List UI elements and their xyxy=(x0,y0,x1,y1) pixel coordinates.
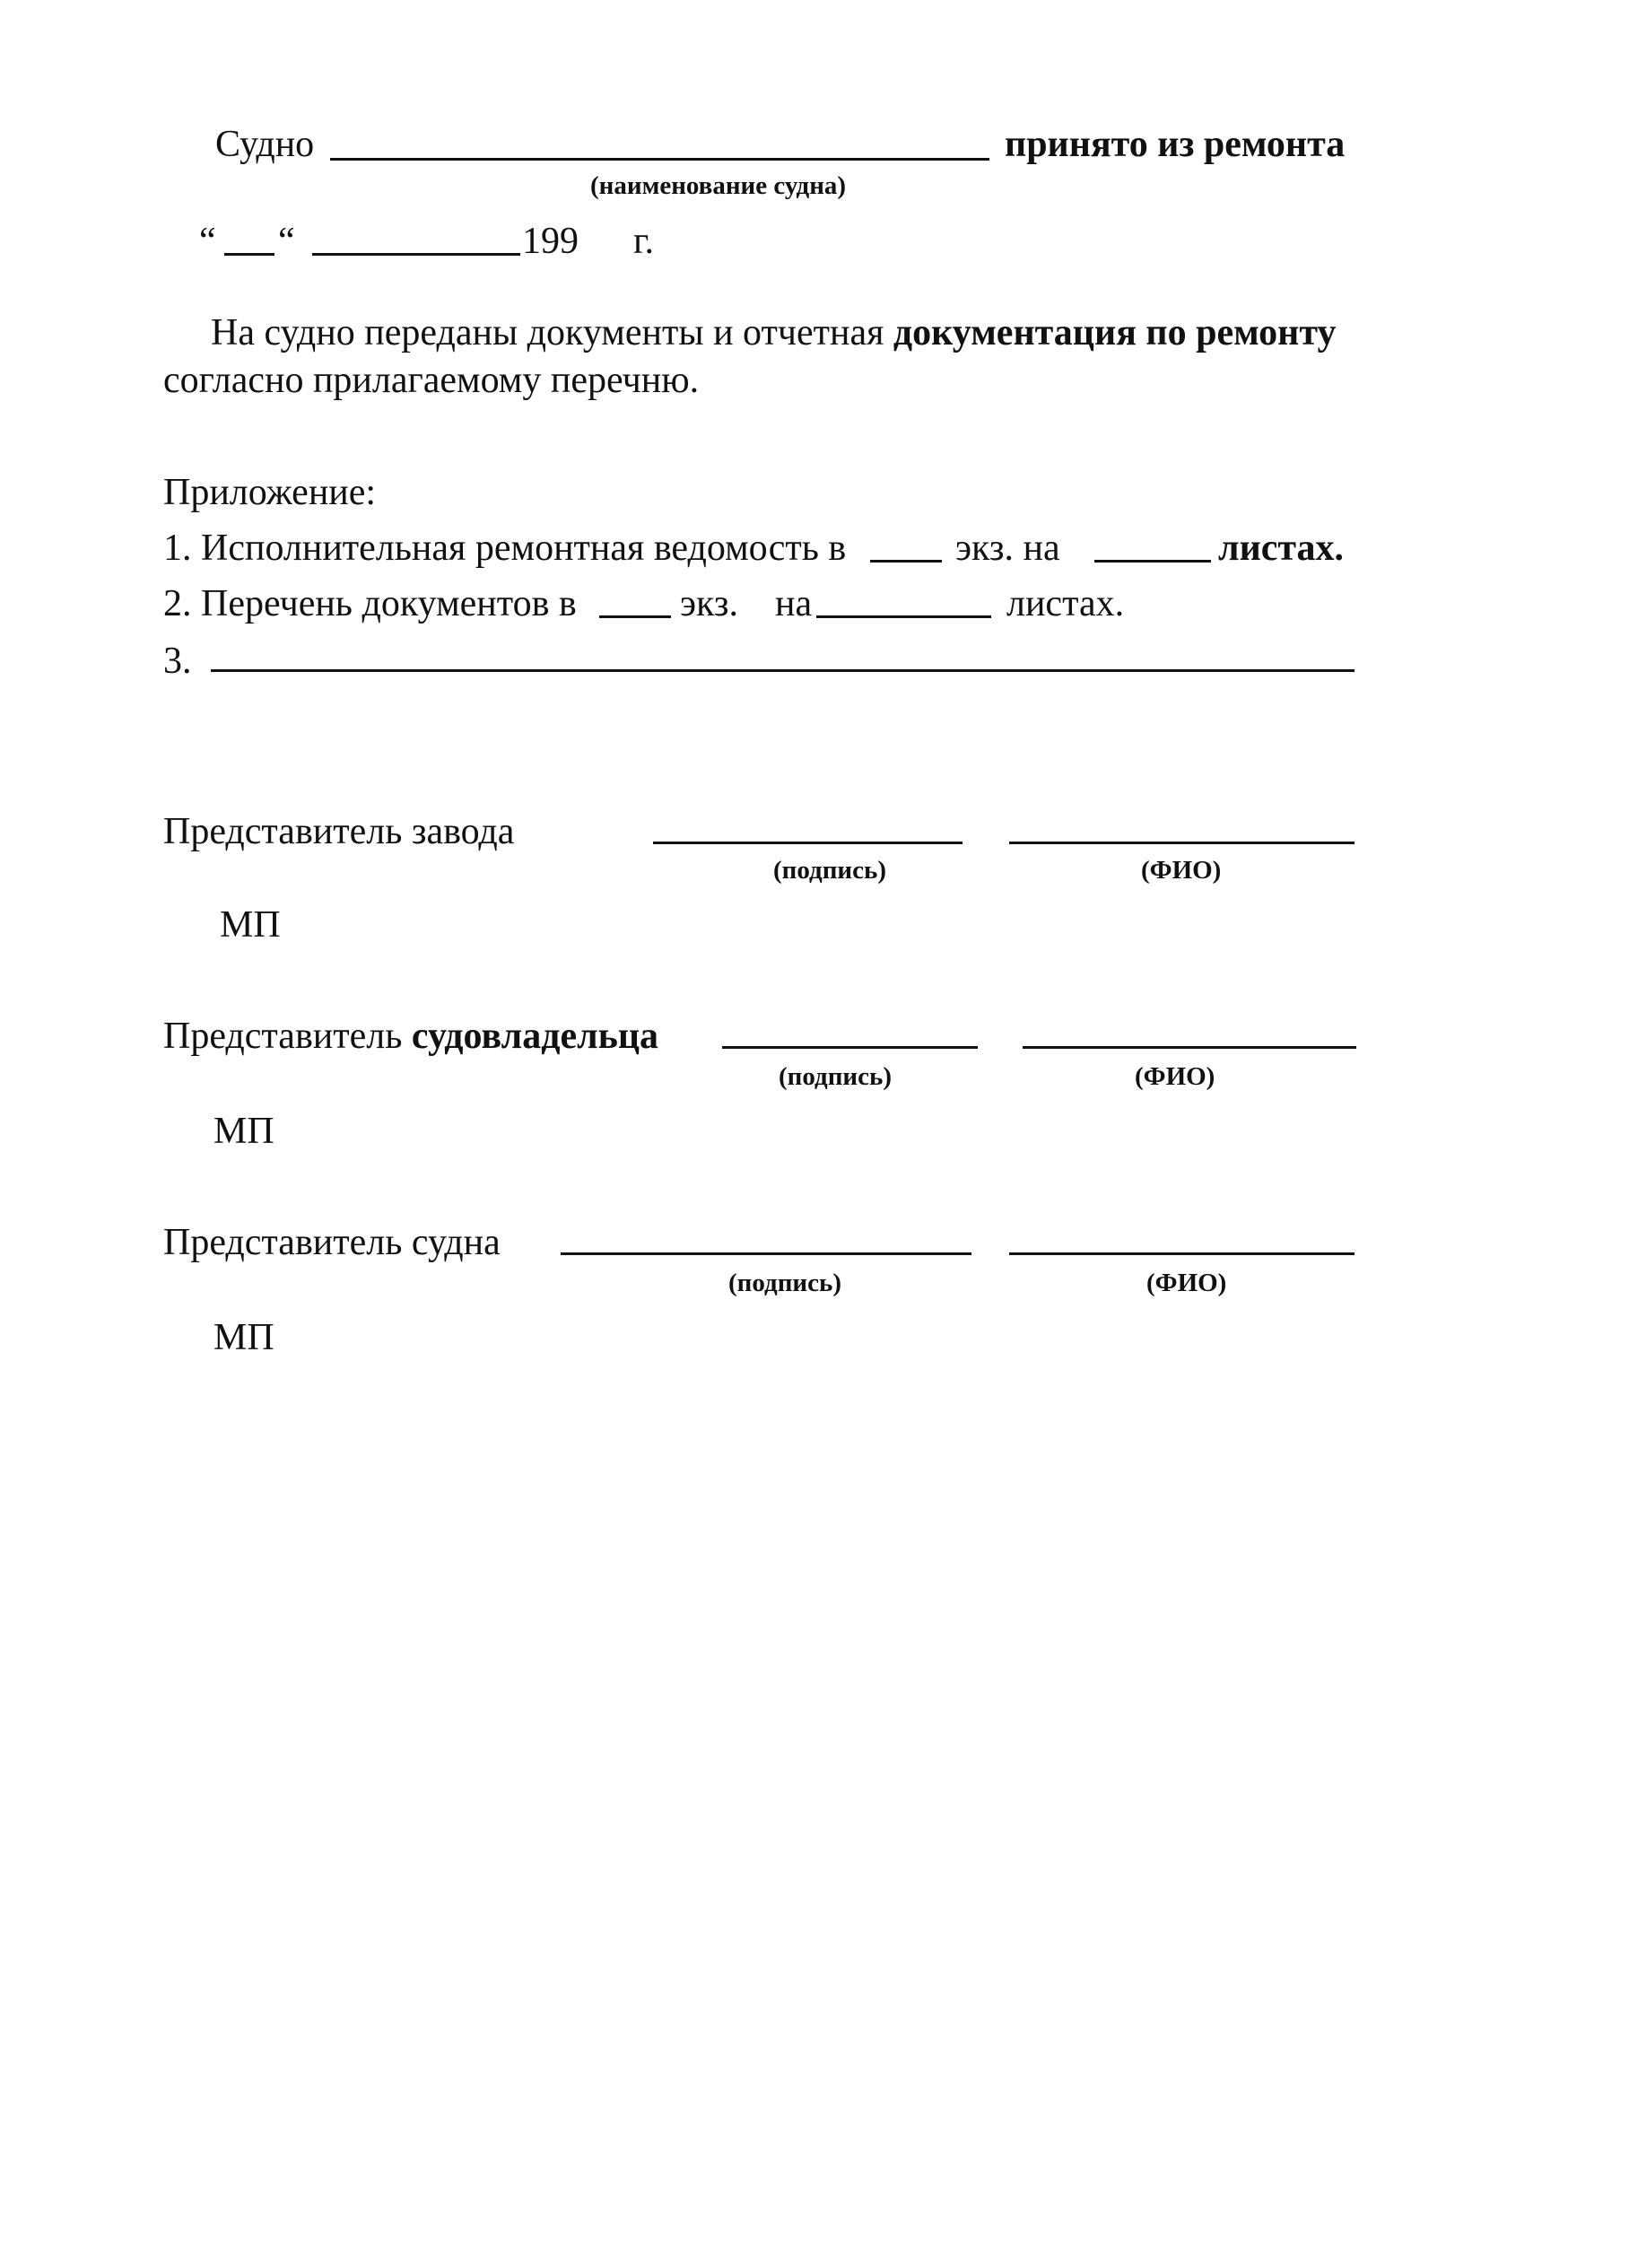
date-day-line xyxy=(224,253,274,256)
paragraph-line-1-regular: На судно переданы документы и отчетная xyxy=(211,312,884,353)
attachment-item-3-number: 3. xyxy=(163,641,192,682)
ship-name-line xyxy=(1009,1252,1355,1255)
plant-signature-caption: (подпись) xyxy=(773,856,886,885)
ship-signature-line xyxy=(561,1252,971,1255)
ship-representative-label: Представитель судна xyxy=(163,1222,501,1263)
attachment-item-2-copies-label: экз. xyxy=(680,583,738,624)
paragraph-line-2: согласно прилагаемому перечню. xyxy=(163,360,700,401)
attachment-item-2-sheets-line xyxy=(816,615,991,618)
shipowner-representative-bold: судовладельца xyxy=(411,1016,659,1057)
plant-stamp-label: МП xyxy=(220,904,281,946)
shipowner-stamp-label: МП xyxy=(213,1111,274,1152)
attachment-item-1-copies-label: экз. на xyxy=(955,528,1060,569)
date-year-suffix: г. xyxy=(633,221,654,262)
date-year-prefix: 199 xyxy=(522,221,579,262)
attachment-item-2-text: 2. Перечень документов в xyxy=(163,583,577,624)
shipowner-signature-line xyxy=(722,1046,978,1049)
shipowner-signature-caption: (подпись) xyxy=(779,1062,892,1091)
paragraph-line-1 xyxy=(211,314,1336,352)
ship-signature-caption: (подпись) xyxy=(728,1269,841,1297)
paragraph-line-1-bold: документация по ремонту xyxy=(893,312,1337,353)
attachments-heading: Приложение: xyxy=(163,472,377,513)
shipowner-representative-label xyxy=(163,1017,658,1055)
attachment-item-1-text: 1. Исполнительная ремонтная ведомость в xyxy=(163,528,847,569)
attachment-item-1-sheets-line xyxy=(1094,560,1211,563)
shipowner-name-caption: (ФИО) xyxy=(1135,1062,1215,1091)
ship-name-line xyxy=(330,158,989,161)
date-quote-close: “ xyxy=(278,221,295,262)
shipowner-name-line xyxy=(1023,1046,1356,1049)
ship-label: Судно xyxy=(215,124,315,165)
plant-representative-label: Представитель завода xyxy=(163,811,515,852)
attachment-item-3-line xyxy=(211,669,1355,672)
accepted-from-repair-text: принято из ремонта xyxy=(1005,124,1346,165)
ship-name-caption: (наименование судна) xyxy=(590,171,847,200)
date-quote-open: “ xyxy=(199,221,216,262)
attachment-item-1-sheets-label: листах. xyxy=(1218,528,1345,569)
shipowner-representative-regular: Представитель xyxy=(163,1016,403,1057)
attachment-item-1-copies-line xyxy=(870,560,942,563)
plant-name-caption: (ФИО) xyxy=(1141,856,1222,885)
plant-signature-line xyxy=(653,842,963,844)
ship-stamp-label: МП xyxy=(213,1317,274,1358)
plant-name-line xyxy=(1009,842,1355,844)
attachment-item-2-on-label: на xyxy=(775,583,813,624)
date-month-line xyxy=(312,253,520,256)
attachment-item-2-sheets-label: листах. xyxy=(1006,583,1125,624)
attachment-item-2-copies-line xyxy=(599,615,671,618)
ship-name-caption: (ФИО) xyxy=(1146,1269,1227,1297)
